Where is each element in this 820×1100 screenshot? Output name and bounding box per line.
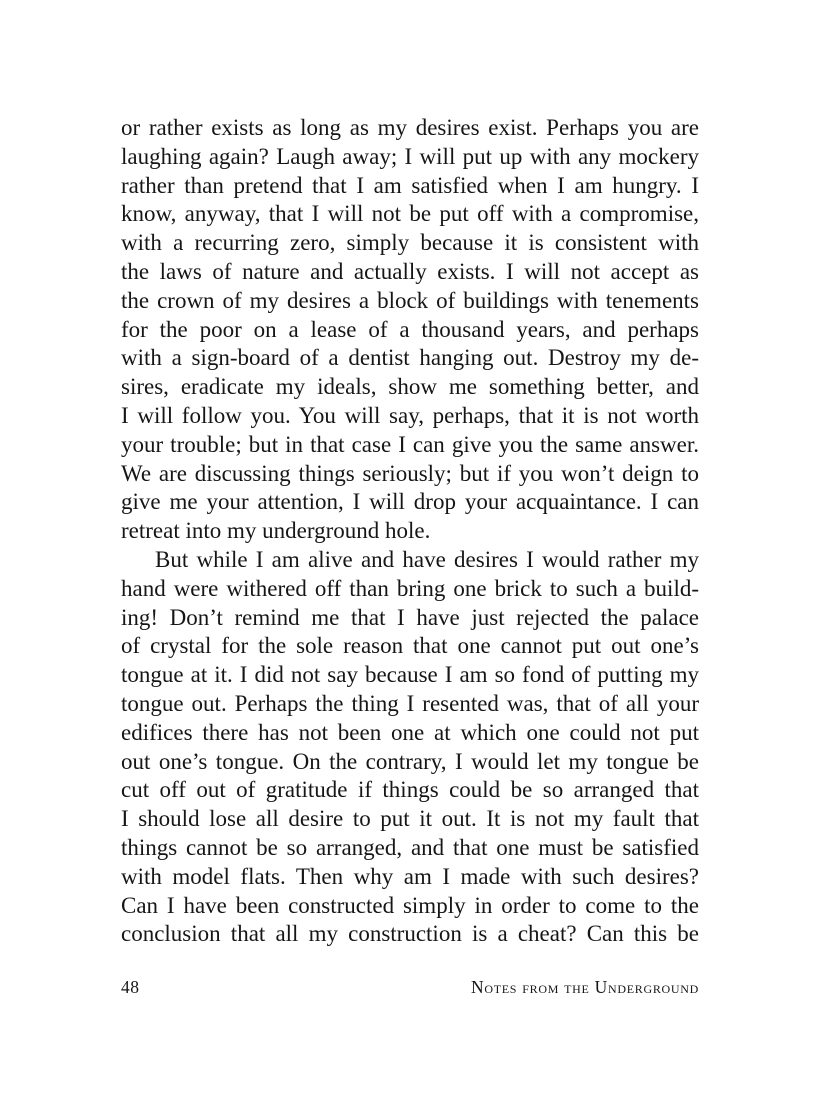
text-line: cut off out of gratitude if things could be so arranged that bbox=[121, 777, 699, 803]
text-line: conclusion that all my construction is a cheat? Can this be bbox=[121, 921, 699, 947]
text-line: Can I have been constructed simply in order to come to the bbox=[121, 892, 699, 918]
page-footer bbox=[121, 975, 699, 999]
text-line: tongue out. Perhaps the thing I resented was, that of all your bbox=[121, 690, 699, 716]
running-title: Notes from the Underground bbox=[471, 977, 699, 997]
text-line: hand were withered off than bring one brick to such a build- bbox=[121, 575, 699, 601]
text-line: for the poor on a lease of a thousand years, and perhaps bbox=[121, 316, 699, 342]
text-line: your trouble; but in that case I can give you the same answer. bbox=[121, 431, 699, 457]
text-line: retreat into my underground hole. bbox=[121, 518, 431, 544]
text-block bbox=[121, 114, 699, 949]
text-line: We are discussing things seriously; but if you won’t deign to bbox=[121, 460, 699, 486]
text-line: laughing again? Laugh away; I will put up with any mockery bbox=[121, 143, 699, 169]
text-line: I should lose all desire to put it out. It is not my fault that bbox=[121, 806, 699, 832]
text-line: tongue at it. I did not say because I am so fond of putting my bbox=[121, 662, 699, 688]
text-line: the laws of nature and actually exists. I will not accept as bbox=[121, 258, 699, 284]
text-line: the crown of my desires a block of buildings with tenements bbox=[121, 287, 699, 313]
text-line: with a recurring zero, simply because it is consistent with bbox=[121, 230, 699, 256]
text-line: But while I am alive and have desires I would rather my bbox=[155, 546, 699, 572]
paragraph bbox=[121, 546, 699, 949]
text-line: with model flats. Then why am I made with such desires? bbox=[121, 863, 699, 889]
text-line: sires, eradicate my ideals, show me something better, and bbox=[121, 374, 699, 400]
paragraph bbox=[121, 114, 699, 546]
text-line: ing! Don’t remind me that I have just rejected the palace bbox=[121, 604, 699, 630]
text-line: things cannot be so arranged, and that one must be satisfied bbox=[121, 834, 699, 860]
text-line: of crystal for the sole reason that one cannot put out one’s bbox=[121, 633, 699, 659]
text-line: or rather exists as long as my desires exist. Perhaps you are bbox=[121, 115, 699, 140]
text-line: give me your attention, I will drop your acquaintance. I can bbox=[121, 489, 699, 515]
page-number: 48 bbox=[121, 977, 140, 997]
text-line: I will follow you. You will say, perhaps, that it is not worth bbox=[121, 402, 699, 428]
text-line: out one’s tongue. On the contrary, I would let my tongue be bbox=[121, 748, 699, 774]
text-line: with a sign-board of a dentist hanging out. Destroy my de- bbox=[121, 345, 699, 371]
text-line: edifices there has not been one at which one could not put bbox=[121, 719, 699, 745]
text-line: know, anyway, that I will not be put off with a compromise, bbox=[121, 201, 699, 227]
text-line: rather than pretend that I am satisfied when I am hungry. I bbox=[121, 172, 699, 198]
